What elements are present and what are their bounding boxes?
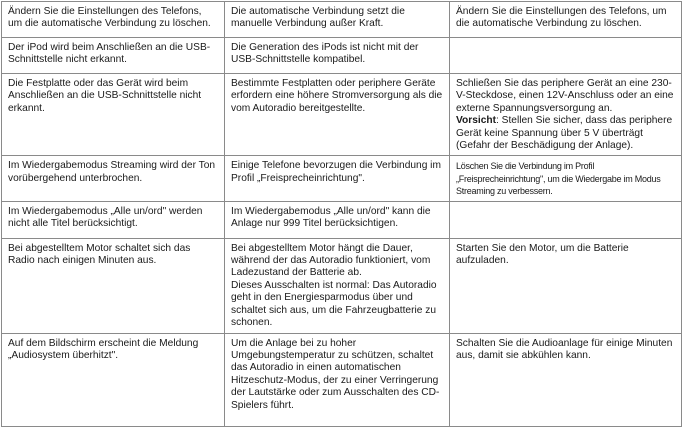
cause-cell: Der iPod wird beim Anschließen an die USB-Schnittstelle nicht erkannt. (2, 38, 225, 74)
explanation-cell: Einige Telefone bevorzugen die Verbindung im Profil „Freisprecheinrichtung". (225, 156, 450, 201)
solution-cell: Ändern Sie die Einstellungen des Telefons, um die automatische Verbindung zu löschen. (450, 2, 682, 38)
table-row (2, 333, 682, 426)
explanation-cell: Bestimmte Festplatten oder periphere Geräte erfordern eine höhere Stromversorgung als die vom Autoradio bereitgestellte. (225, 74, 450, 156)
solution-cell (450, 38, 682, 74)
explanation-cell: Die automatische Verbindung setzt die manuelle Verbindung außer Kraft. (225, 2, 450, 38)
cause-cell: Ändern Sie die Einstellungen des Telefons, um die automatische Verbindung zu löschen. (2, 2, 225, 38)
explanation-cell: Um die Anlage bei zu hoher Umgebungstemperatur zu schützen, schaltet das Autoradio in einen automatischen Hitzeschutz-Modus, der zu einer Verringerung der Lautstärke oder zum Ausschalten des CD-Spielers führt. (225, 333, 450, 426)
table-row (2, 238, 682, 333)
cause-cell: Auf dem Bildschirm erscheint die Meldung „Audiosystem überhitzt". (2, 333, 225, 426)
cause-cell: Die Festplatte oder das Gerät wird beim Anschließen an die USB-Schnittstelle nicht erkannt. (2, 74, 225, 156)
solution-text: Schließen Sie das periphere Gerät an eine 230-V-Steckdose, einen 12V-Anschluss oder an eine externe Spannungsversorgung an. (456, 78, 674, 114)
warning-text: : Stellen Sie sicher, dass das periphere Gerät keine Spannung über 5 V überträgt (Gefahr der Beschädigung der Anlage). (456, 115, 673, 152)
explanation-cell: Die Generation des iPods ist nicht mit der USB-Schnittstelle kompatibel. (225, 38, 450, 74)
explanation-cell: Im Wiedergabemodus „Alle un/ord" kann die Anlage nur 999 Titel berücksichtigen. (225, 201, 450, 238)
table-row (2, 74, 682, 156)
table-row (2, 2, 682, 38)
explanation-text-2: Dieses Ausschalten ist normal: Das Autoradio geht in den Energiesparmodus über und schaltet sich aus, um die Fahrzeugbatterie zu schonen. (231, 279, 437, 329)
explanation-cell (225, 238, 450, 333)
solution-cell: Schalten Sie die Audioanlage für einige Minuten aus, damit sie abkühlen kann. (450, 333, 682, 426)
table-row (2, 201, 682, 238)
explanation-text: Bei abgestelltem Motor hängt die Dauer, während der das Autoradio funktioniert, vom Ladezustand der Batterie ab. (231, 242, 431, 279)
table-row (2, 38, 682, 74)
solution-cell (450, 74, 682, 156)
cause-cell: Im Wiedergabemodus Streaming wird der Ton vorübergehend unterbrochen. (2, 156, 225, 201)
solution-warning (456, 115, 675, 152)
cause-cell: Im Wiedergabemodus „Alle un/ord" werden nicht alle Titel berücksichtigt. (2, 201, 225, 238)
table-row (2, 156, 682, 201)
warning-label: Vorsicht (456, 115, 497, 127)
troubleshooting-table (1, 1, 682, 427)
troubleshooting-table-container (1, 1, 682, 427)
solution-cell (450, 201, 682, 238)
solution-cell: Löschen Sie die Verbindung im Profil „Freisprecheinrichtung", um die Wiedergabe im Modus Streaming zu verbessern. (450, 156, 682, 201)
cause-cell: Bei abgestelltem Motor schaltet sich das Radio nach einigen Minuten aus. (2, 238, 225, 333)
solution-cell: Starten Sie den Motor, um die Batterie aufzuladen. (450, 238, 682, 333)
